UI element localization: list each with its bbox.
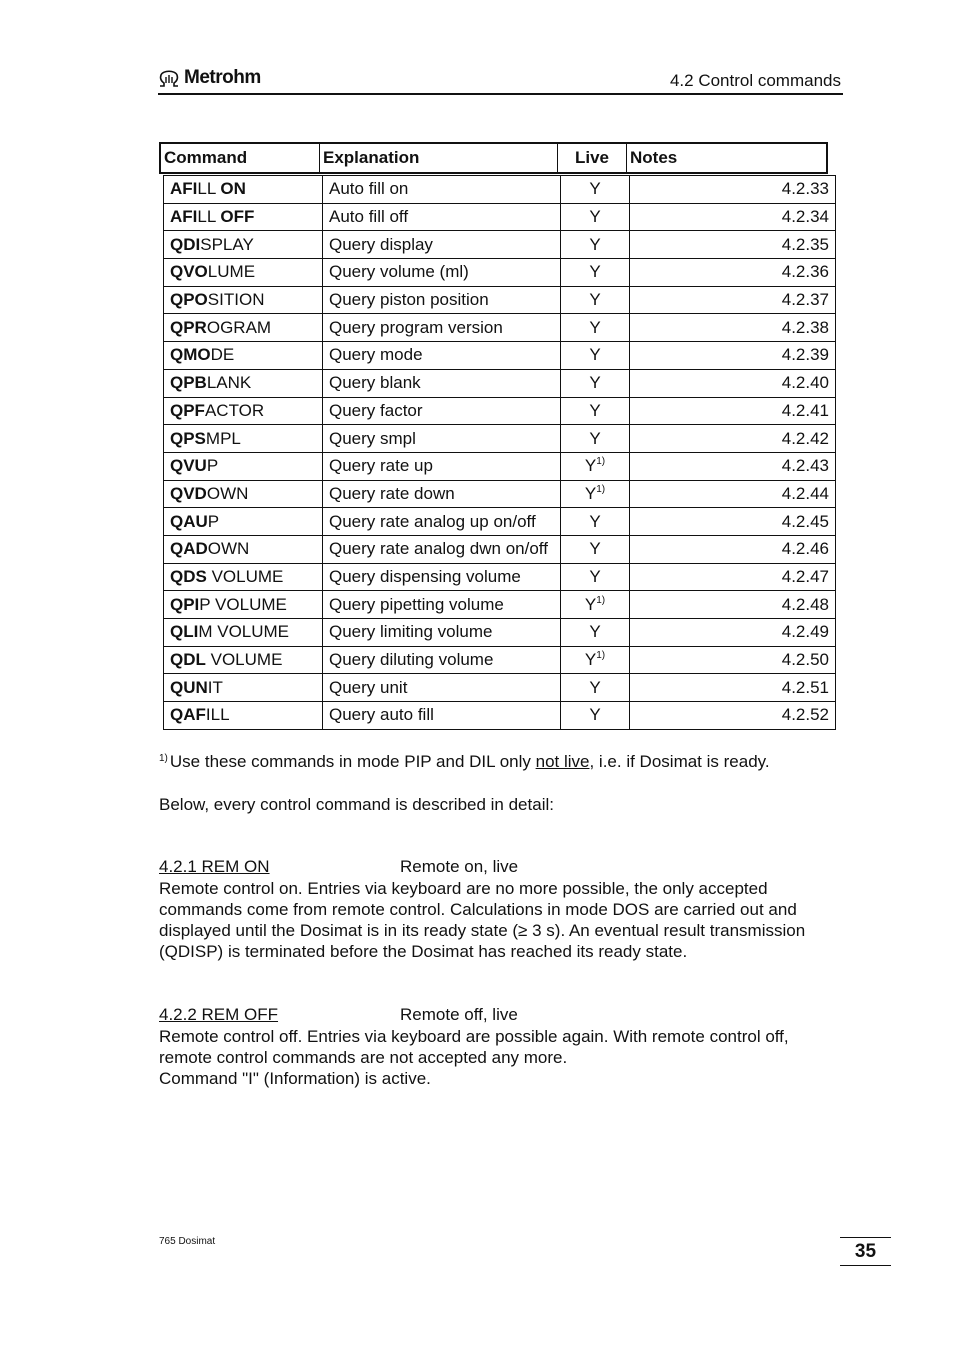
command-abbrev: QPS xyxy=(170,428,206,448)
command-abbrev: QPR xyxy=(170,317,207,337)
live-value: Y xyxy=(589,400,601,420)
cell-command xyxy=(164,619,323,647)
command-abbrev: QMO xyxy=(170,345,211,365)
cell-command xyxy=(164,425,323,453)
table-footnote xyxy=(159,752,770,772)
command-abbrev: QDI xyxy=(170,234,201,254)
footnote-marker: 1) xyxy=(159,753,168,764)
cell-notes: 4.2.38 xyxy=(630,314,836,342)
table-row xyxy=(164,508,836,536)
live-footnote-marker: 1) xyxy=(596,456,606,468)
section-description: Remote off, live xyxy=(400,1005,518,1024)
cell-explanation: Auto fill on xyxy=(323,176,561,204)
cell-command xyxy=(164,508,323,536)
cell-explanation: Query limiting volume xyxy=(323,619,561,647)
table-row xyxy=(164,452,836,480)
command-rest: OWN xyxy=(207,539,250,559)
cell-explanation: Query mode xyxy=(323,342,561,370)
cell-notes: 4.2.46 xyxy=(630,535,836,563)
cell-command xyxy=(164,342,323,370)
cell-notes: 4.2.42 xyxy=(630,425,836,453)
command-rest: LL xyxy=(197,179,221,199)
command-rest: M VOLUME xyxy=(198,622,290,642)
command-rest: SITION xyxy=(207,290,265,310)
section-heading-rem-on xyxy=(159,857,270,877)
table-row xyxy=(164,176,836,204)
command-rest: DE xyxy=(210,345,235,365)
footnote-underlined: not live xyxy=(535,752,590,771)
command-rest: P xyxy=(207,511,220,531)
cell-command xyxy=(164,314,323,342)
cell-live xyxy=(561,176,630,204)
live-footnote-marker: 1) xyxy=(596,594,606,606)
cell-live xyxy=(561,259,630,287)
command-abbrev: QVD xyxy=(170,483,207,503)
cell-explanation: Query rate analog up on/off xyxy=(323,508,561,536)
cell-command xyxy=(164,591,323,619)
cell-explanation: Query volume (ml) xyxy=(323,259,561,287)
command-abbrev: AFI xyxy=(170,179,198,199)
table-row xyxy=(164,619,836,647)
table-row xyxy=(164,397,836,425)
live-value: Y xyxy=(589,373,601,393)
cell-command xyxy=(164,535,323,563)
section-title: 4.2 Control commands xyxy=(669,71,841,90)
section-number: 4.2.1 REM ON xyxy=(159,857,270,876)
cell-command xyxy=(164,397,323,425)
cell-notes: 4.2.33 xyxy=(630,176,836,204)
footer-doc-name: 765 Dosimat xyxy=(159,1236,216,1247)
cell-explanation: Query rate up xyxy=(323,452,561,480)
header-divider xyxy=(158,93,843,95)
command-rest: VOLUME xyxy=(206,566,284,586)
cell-live xyxy=(561,342,630,370)
command-arg: ON xyxy=(220,179,246,199)
cell-notes: 4.2.36 xyxy=(630,259,836,287)
table-row xyxy=(164,480,836,508)
cell-notes: 4.2.51 xyxy=(630,674,836,702)
command-abbrev: QPI xyxy=(170,594,200,614)
table-row xyxy=(164,591,836,619)
cell-explanation: Query unit xyxy=(323,674,561,702)
cell-command xyxy=(164,259,323,287)
section-description: Remote on, live xyxy=(400,857,519,876)
cell-live xyxy=(561,369,630,397)
column-header-live: Live xyxy=(558,144,627,172)
cell-notes: 4.2.34 xyxy=(630,203,836,231)
body-line: commands come from remote control. Calculations in mode DOS are carried out and xyxy=(159,900,797,919)
live-value: Y xyxy=(589,511,601,531)
cell-command xyxy=(164,203,323,231)
command-rest: MPL xyxy=(205,428,241,448)
cell-live xyxy=(561,674,630,702)
live-value: Y xyxy=(584,650,597,670)
command-rest: ILL xyxy=(205,705,230,725)
body-line: Command "I" (Information) is active. xyxy=(159,1069,431,1088)
cell-live xyxy=(561,286,630,314)
command-abbrev: QDL xyxy=(170,650,206,670)
command-abbrev: QAD xyxy=(170,539,208,559)
command-abbrev: QPO xyxy=(170,290,208,310)
command-abbrev: QAF xyxy=(170,705,206,725)
cell-explanation: Query factor xyxy=(323,397,561,425)
live-value: Y xyxy=(589,677,601,697)
live-value: Y xyxy=(589,705,601,725)
live-value: Y xyxy=(589,179,601,199)
live-value: Y xyxy=(589,262,601,282)
table-row xyxy=(164,535,836,563)
cell-notes: 4.2.43 xyxy=(630,452,836,480)
body-line: remote control commands are not accepted any more. xyxy=(159,1048,568,1067)
cell-live xyxy=(561,619,630,647)
cell-command xyxy=(164,702,323,730)
live-value: Y xyxy=(589,566,601,586)
table-row xyxy=(164,646,836,674)
cell-live xyxy=(561,480,630,508)
command-rest: VOLUME xyxy=(205,650,283,670)
cell-command xyxy=(164,176,323,204)
table-row xyxy=(164,563,836,591)
cell-notes: 4.2.41 xyxy=(630,397,836,425)
command-rest: LL xyxy=(197,207,221,227)
body-line: (QDISP) is terminated before the Dosimat has reached its ready state. xyxy=(159,942,688,961)
body-line: Remote control off. Entries via keyboard are possible again. With remote control off, xyxy=(159,1027,789,1046)
body-line: Remote control on. Entries via keyboard are no more possible, the only accepted xyxy=(159,879,768,898)
command-abbrev: QPB xyxy=(170,373,207,393)
cell-command xyxy=(164,231,323,259)
cell-explanation: Query piston position xyxy=(323,286,561,314)
cell-live xyxy=(561,452,630,480)
table-row xyxy=(164,231,836,259)
cell-notes: 4.2.44 xyxy=(630,480,836,508)
command-rest: P VOLUME xyxy=(199,594,287,614)
cell-explanation: Query display xyxy=(323,231,561,259)
command-rest: LUME xyxy=(207,262,256,282)
cell-command xyxy=(164,286,323,314)
cell-explanation: Auto fill off xyxy=(323,203,561,231)
command-arg: OFF xyxy=(220,207,255,227)
command-rest: OWN xyxy=(206,483,249,503)
command-abbrev: AFI xyxy=(170,207,198,227)
metrohm-omega-icon xyxy=(158,68,180,88)
cell-command xyxy=(164,563,323,591)
cell-notes: 4.2.40 xyxy=(630,369,836,397)
table-row xyxy=(164,342,836,370)
brand-logo xyxy=(158,66,261,90)
table-header xyxy=(159,142,828,174)
cell-notes: 4.2.52 xyxy=(630,702,836,730)
cell-live xyxy=(561,563,630,591)
live-value: Y xyxy=(584,456,597,476)
column-header-explanation: Explanation xyxy=(320,144,558,172)
cell-explanation: Query rate analog dwn on/off xyxy=(323,535,561,563)
live-value: Y xyxy=(589,207,601,227)
cell-command xyxy=(164,369,323,397)
column-header-command: Command xyxy=(161,144,320,172)
live-value: Y xyxy=(589,345,601,365)
command-rest: OGRAM xyxy=(206,317,272,337)
command-rest: IT xyxy=(207,677,223,697)
live-value: Y xyxy=(589,234,601,254)
live-value: Y xyxy=(589,317,601,337)
table-row xyxy=(164,314,836,342)
cell-explanation: Query blank xyxy=(323,369,561,397)
section-body-rem-on xyxy=(159,878,819,962)
brand-name: Metrohm xyxy=(184,67,261,88)
live-value: Y xyxy=(589,428,601,448)
body-line: displayed until the Dosimat is in its ready state (≥ 3 s). An eventual result transmission xyxy=(159,921,806,940)
cell-command xyxy=(164,674,323,702)
live-footnote-marker: 1) xyxy=(596,483,606,495)
section-heading-rem-off xyxy=(159,1005,278,1025)
table-row xyxy=(164,259,836,287)
command-abbrev: QVU xyxy=(170,456,207,476)
command-abbrev: QPF xyxy=(170,400,205,420)
live-value: Y xyxy=(589,622,601,642)
table-row xyxy=(164,369,836,397)
cell-live xyxy=(561,397,630,425)
cell-explanation: Query auto fill xyxy=(323,702,561,730)
cell-notes: 4.2.35 xyxy=(630,231,836,259)
commands-table xyxy=(163,175,836,730)
live-value: Y xyxy=(589,290,601,310)
command-rest: SPLAY xyxy=(200,234,254,254)
cell-explanation: Query diluting volume xyxy=(323,646,561,674)
footnote-text-before: Use these commands in mode PIP and DIL only xyxy=(169,752,536,771)
cell-explanation: Query smpl xyxy=(323,425,561,453)
command-abbrev: QAU xyxy=(170,511,208,531)
cell-live xyxy=(561,646,630,674)
section-body-rem-off xyxy=(159,1026,819,1089)
cell-live xyxy=(561,508,630,536)
command-abbrev: QUN xyxy=(170,677,208,697)
cell-notes: 4.2.37 xyxy=(630,286,836,314)
cell-notes: 4.2.45 xyxy=(630,508,836,536)
cell-live xyxy=(561,535,630,563)
table-row xyxy=(164,203,836,231)
cell-explanation: Query pipetting volume xyxy=(323,591,561,619)
table-row xyxy=(164,674,836,702)
section-number: 4.2.2 REM OFF xyxy=(159,1005,279,1024)
command-abbrev: QVO xyxy=(170,262,208,282)
cell-notes: 4.2.48 xyxy=(630,591,836,619)
command-abbrev: QLI xyxy=(170,622,199,642)
cell-command xyxy=(164,646,323,674)
cell-notes: 4.2.39 xyxy=(630,342,836,370)
command-rest: ACTOR xyxy=(204,400,265,420)
cell-notes: 4.2.49 xyxy=(630,619,836,647)
cell-explanation: Query dispensing volume xyxy=(323,563,561,591)
footnote-text-after: , i.e. if Dosimat is ready. xyxy=(589,752,770,771)
table-row xyxy=(164,702,836,730)
cell-live xyxy=(561,314,630,342)
command-rest: P xyxy=(206,456,219,476)
cell-notes: 4.2.47 xyxy=(630,563,836,591)
cell-explanation: Query program version xyxy=(323,314,561,342)
cell-explanation: Query rate down xyxy=(323,480,561,508)
table-row xyxy=(164,286,836,314)
cell-command xyxy=(164,452,323,480)
live-footnote-marker: 1) xyxy=(596,650,606,662)
command-rest: LANK xyxy=(206,373,252,393)
table-row xyxy=(164,425,836,453)
cell-notes: 4.2.50 xyxy=(630,646,836,674)
cell-live xyxy=(561,702,630,730)
intro-text: Below, every control command is described in detail: xyxy=(159,795,554,814)
page-number: 35 xyxy=(840,1237,891,1266)
cell-command xyxy=(164,480,323,508)
cell-live xyxy=(561,591,630,619)
live-value: Y xyxy=(589,539,601,559)
live-value: Y xyxy=(584,483,597,503)
cell-live xyxy=(561,203,630,231)
live-value: Y xyxy=(584,594,597,614)
column-header-notes: Notes xyxy=(630,148,678,167)
cell-live xyxy=(561,231,630,259)
cell-live xyxy=(561,425,630,453)
command-abbrev: QDS xyxy=(170,566,207,586)
